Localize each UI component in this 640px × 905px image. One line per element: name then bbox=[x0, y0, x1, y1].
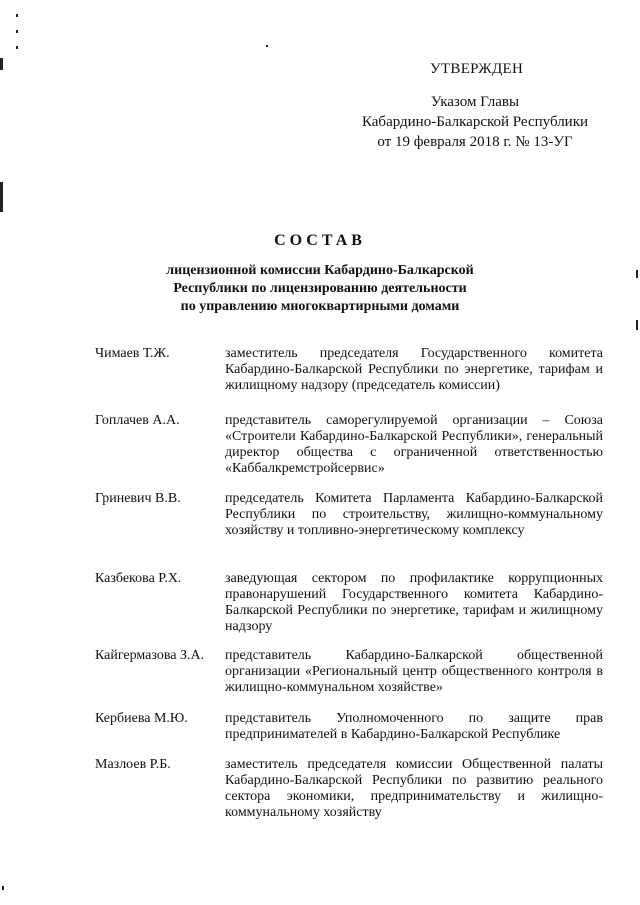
scan-mark bbox=[16, 14, 18, 17]
member-name: Кербиева М.Ю. bbox=[95, 711, 188, 726]
document-subtitle bbox=[120, 262, 520, 316]
scan-mark bbox=[0, 58, 3, 70]
document-title: СОСТАВ bbox=[274, 232, 366, 249]
subtitle-line: по управлению многоквартирными домами bbox=[180, 299, 460, 314]
member-role: представитель Уполномоченного по защите прав предпринимателей в Кабардино-Балкарской Республике bbox=[225, 711, 603, 742]
scan-mark bbox=[16, 30, 18, 33]
scan-mark bbox=[266, 45, 268, 47]
member-name: Гриневич В.В. bbox=[95, 491, 181, 506]
scan-mark bbox=[2, 886, 4, 890]
member-role: представитель Кабардино-Балкарской общественной организации «Региональный центр общественного контроля в жилищно-коммунальном хозяйстве» bbox=[225, 648, 603, 695]
approval-block bbox=[330, 60, 620, 160]
member-role: председатель Комитета Парламента Кабардино-Балкарской Республики по строительству, жилищно-коммунальному хозяйству и топливно-энергетическому комплексу bbox=[225, 491, 603, 538]
scan-mark bbox=[0, 182, 3, 212]
member-name: Казбекова Р.Х. bbox=[95, 571, 182, 586]
scan-mark bbox=[636, 320, 638, 330]
scan-mark bbox=[636, 270, 638, 278]
member-role: заместитель председателя комиссии Общественной палаты Кабардино-Балкарской Республики по развитию реального сектора экономики, предпринимательству и жилищно-коммунальному хозяйству bbox=[225, 757, 603, 820]
approval-line: Указом Главы bbox=[430, 94, 520, 110]
approved-label: УТВЕРЖДЕН bbox=[430, 61, 524, 77]
subtitle-line: Республики по лицензированию деятельности bbox=[173, 281, 467, 296]
member-role: представитель саморегулируемой организации – Союза «Строители Кабардино-Балкарской Республики», генеральный директор общества с ограниченной ответственностью «Каббалкремстройсервис» bbox=[225, 413, 603, 476]
scan-mark bbox=[16, 46, 18, 49]
member-name: Гоплачев А.А. bbox=[95, 413, 180, 428]
member-role: заведующая сектором по профилактике коррупционных правонарушений Государственного комитета Кабардино-Балкарской Республики по энергетике, тарифам и жилищному надзору bbox=[225, 571, 603, 634]
member-name: Чимаев Т.Ж. bbox=[95, 346, 170, 361]
subtitle-line: лицензионной комиссии Кабардино-Балкарской bbox=[166, 263, 474, 278]
approval-line: от 19 февраля 2018 г. № 13-УГ bbox=[377, 134, 573, 150]
member-name: Мазлоев Р.Б. bbox=[95, 757, 171, 772]
member-role: заместитель председателя Государственного комитета Кабардино-Балкарской Республики по энергетике, тарифам и жилищному надзору (председатель комиссии) bbox=[225, 346, 603, 393]
approval-line: Кабардино-Балкарской Республики bbox=[361, 114, 589, 130]
member-name: Кайгермазова З.А. bbox=[95, 648, 205, 663]
